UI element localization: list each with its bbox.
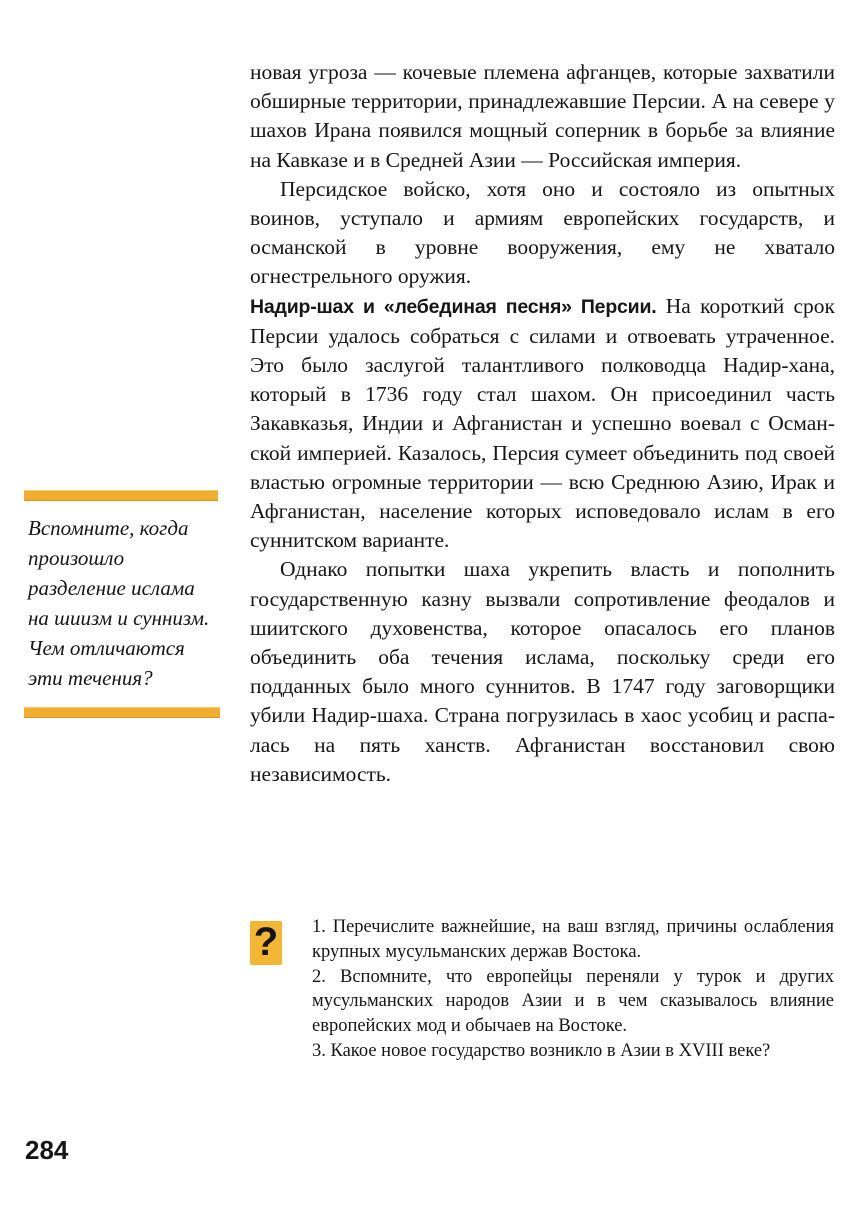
question-item: 1. Перечислите важнейшие, на ваш взгляд, причины ослабления крупных мусульманских держав Востока. xyxy=(312,917,834,962)
question-mark-icon: ? xyxy=(250,921,282,965)
section-heading: Надир-шах и «лебединая песня» Персии. xyxy=(250,295,657,318)
margin-note xyxy=(24,490,220,718)
paragraph: Персидское войско, хотя оно и состояло из опытных воинов, уступало и армиям европейских государств, и османской в уровне вооружения, ему не хватало огнестрельного оружия. xyxy=(250,176,835,289)
section-text: На короткий срок Персии удалось собраться с силами и отвоевать утраченное. Это было заслугой талантливого полководца Надир-хана, который в 1736 году стал шахом. Он присоединил часть Закавказья, Индии и Афганистан и успешно воевал с Османской империей. Казалось, Персия сумеет объединить под своей властью огромные территории — всю Среднюю Азию, Ирак и Афганистан, население которых исповедовало ислам в его суннитском варианте. xyxy=(250,293,835,553)
question-list xyxy=(312,915,834,1064)
margin-note-text: Вспомните, когда произошло разделение ислама на шиизм и суннизм. Чем отличаются эти течения? xyxy=(28,516,210,690)
question-item: 3. Какое новое государство возникло в Азии в XVIII веке? xyxy=(312,1040,771,1061)
paragraph-section xyxy=(250,292,835,556)
question-item: 2. Вспомните, что европейцы переняли у турок и других мусульманских народов Азии и в чем сказывалось влияние европейских мод и обычаев на Востоке. xyxy=(312,966,834,1037)
main-text xyxy=(250,58,835,789)
note-divider-bottom xyxy=(24,707,220,718)
paragraph: новая угроза — кочевые племена афганцев, которые захватили обширные территории, принадлежавшие Персии. А на севере у шахов Ирана появился мощный соперник в борьбе за влияние на Кавказе и в Средней Азии — Российская империя. xyxy=(250,60,835,172)
note-divider-top xyxy=(24,490,218,501)
page-number: 284 xyxy=(25,1135,69,1165)
paragraph: Однако попытки шаха укрепить власть и пополнить государственную казну вызвали сопротивление феодалов и шиитского духовенства, которое опасалось его планов объединить оба течения ислама, поскольку среди его подданных было много суннитов. В 1747 году заговорщики убили Надир-шаха. Страна погрузилась в хаос усобиц и распалась на пять ханств. Афганистан восстановил свою независимость. xyxy=(250,557,835,786)
